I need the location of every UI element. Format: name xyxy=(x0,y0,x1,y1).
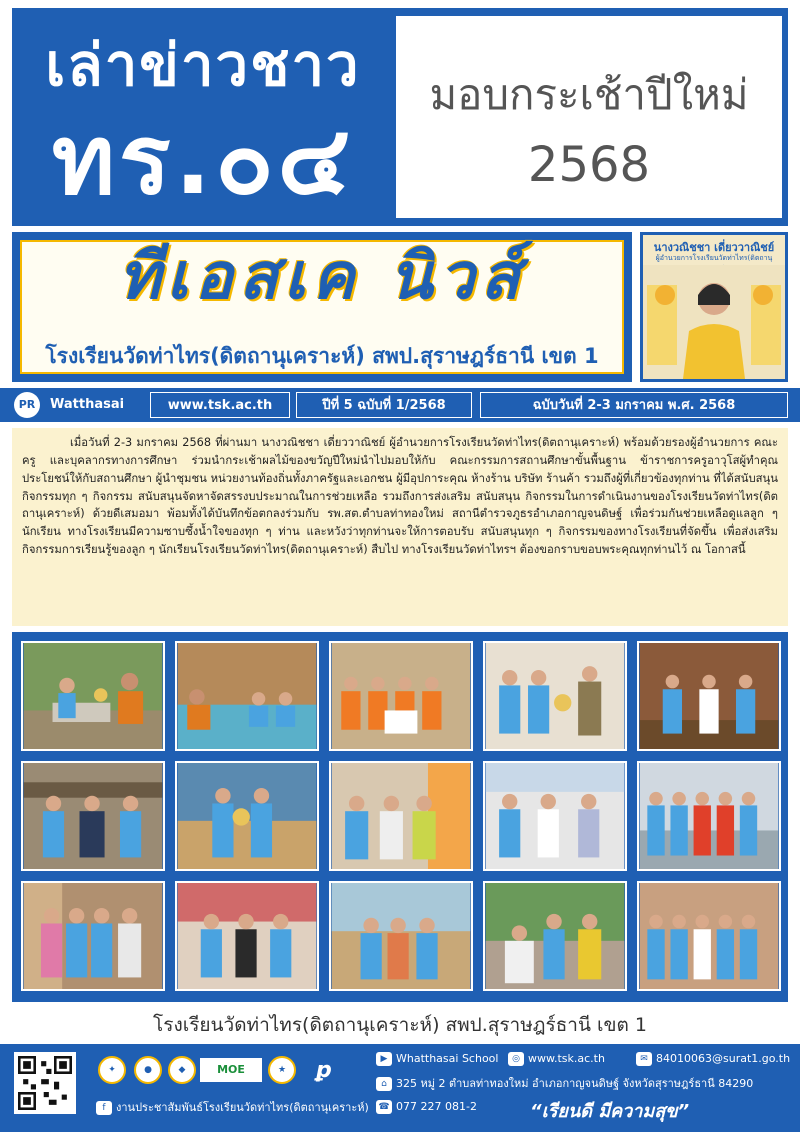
globe-icon: ◎ xyxy=(508,1052,524,1066)
photo-group-office xyxy=(637,881,781,991)
photo-elder-gift xyxy=(483,881,627,991)
photo-market-gift xyxy=(175,761,319,871)
masthead-line1: เล่าข่าวชาว xyxy=(45,31,361,99)
newsletter-title: ทีเอสเค นิวส์ xyxy=(118,240,526,314)
director-panel xyxy=(640,232,788,382)
photo-group-orange xyxy=(329,641,473,751)
newsletter-banner xyxy=(12,232,632,382)
facebook-page-label: Watthasai xyxy=(50,397,125,412)
photo-elder-visit xyxy=(21,761,165,871)
youtube-row xyxy=(376,1052,498,1066)
district-logo-icon: ★ xyxy=(268,1056,296,1084)
photo-clinic-visit xyxy=(483,761,627,871)
phone-icon: ☎ xyxy=(376,1100,392,1114)
website-link[interactable]: www.tsk.ac.th xyxy=(150,392,290,418)
moe-logo: MOE xyxy=(200,1058,262,1082)
email-icon: ✉ xyxy=(636,1052,652,1066)
address-row xyxy=(376,1074,753,1092)
director-role: ผู้อำนวยการโรงเรียนวัดท่าไทร(ดิตถานุ xyxy=(655,254,773,262)
director-name: นางวณิชชา เดี่ยววาณิชย์ xyxy=(653,241,775,254)
headline: มอบกระเช้าปีใหม่ xyxy=(429,70,749,119)
article-text: เมื่อวันที่ 2-3 มกราคม 2568 ที่ผ่านมา นางวณิชชา เดี่ยววาณิชย์ ผู้อำนวยการโรงเรียนวัดท่าไทร(ดิตถานุเคราะห์) พร้อมด้วยรองผู้อำนวยการ คณะครู และบุคลากรทางการศึกษา ร่วมนำกระเช้าผลไม้ของขวัญปีใหม่นำไปมอบให้กับ คณะกรรมการสถานศึกษาขั้นพื้นฐาน ข้าราชการครูอาวุโสผู้ทำคุณประโยชน์ให้กับสถานศึกษา ผู้นำชุมชน หน่วยงานท้องถิ่นทั้งภาครัฐและเอกชน ผู้มีอุปการะคุณ ห้างร้าน บริษัท ร้านค้า รวมถึงผู้ที่เกี่ยวข้องทุกท่าน ที่ได้สนับสนุนกิจกรรมทุก ๆ กิจกรรม สนับสนุนจัดหาจัดสรรงบประมาณในการช่วยเหลือ รวมถึงการส่งเสริม สนับสนุน กิจกรรมในการดำเนินงานของโรงเรียนวัดท่าไทร(ดิตถานุเคราะห์) ด้วยดีเสมอมา พ้อมทั้งได้บันทึกข้อตกลงร่วมกับ รพ.สต.ตำบลท่าทองใหม่ สถานีตำรวจภูธรอำเภอกาญจนดิษฐ์ เพื่อร่วมกันช่วยเหลือดูแลลูก ๆ นักเรียน ทางโรงเรียนมีความซาบซึ้งน้ำใจของทุก ๆ ท่าน และหวังว่าทุกท่านจะให้การตอบรับ สนับสนุนทุก ๆ กิจกรรมของทางโรงเรียนที่จัดขึ้น เพื่อส่งเสริมกิจกรรมการเรียนรู้ของลูก ๆ นักเรียนโรงเรียนวัดท่าไทร(ดิตถานุเคราะห์) สืบไป ทางโรงเรียนวัดท่าไทรฯ ต้องขอกราบขอบพระคุณทุกท่านไว้ ณ โอกาสนี้ xyxy=(22,436,778,557)
home-icon: ⌂ xyxy=(376,1077,392,1091)
school-slogan: “เรียนดี มีความสุข” xyxy=(530,1101,690,1122)
photo-grid xyxy=(12,632,788,1002)
photo-store-front xyxy=(175,881,319,991)
headline-box xyxy=(396,16,782,218)
photo-shop-visit xyxy=(329,761,473,871)
school-name: โรงเรียนวัดท่าไทร(ดิตถานุเคราะห์) สพป.สุราษฎร์ธานี เขต 1 xyxy=(153,1014,647,1036)
phone-row xyxy=(376,1100,477,1114)
address: 325 หมู่ 2 ตำบลท่าทองใหม่ อำเภอกาญจนดิษฐ์ จังหวัดสุราษฎร์ธานี 84290 xyxy=(396,1077,754,1090)
issue-info-bar xyxy=(0,388,800,422)
headline-year: 2568 xyxy=(527,137,651,193)
photo-group-outdoor xyxy=(637,761,781,871)
masthead-column-title xyxy=(12,8,394,226)
director-photo xyxy=(643,265,785,379)
obec-logo-icon: ● xyxy=(134,1056,162,1084)
masthead xyxy=(12,8,788,226)
email-row xyxy=(636,1052,790,1066)
issue-date: ฉบับวันที่ 2-3 มกราคม พ.ศ. 2568 xyxy=(480,392,788,418)
footer xyxy=(0,1044,800,1132)
agency-logo-icon: ◆ xyxy=(168,1056,196,1084)
article-body xyxy=(12,428,788,626)
email[interactable]: 84010063@surat1.go.th xyxy=(656,1052,791,1065)
youtube-icon: ▶ xyxy=(376,1052,392,1066)
youtube-channel[interactable]: Whatthasai School xyxy=(396,1052,499,1065)
qr-code-icon[interactable] xyxy=(14,1052,76,1114)
photo-home-visit xyxy=(21,881,165,991)
photo-office-handover xyxy=(637,641,781,751)
pr-badge: PR xyxy=(14,392,40,418)
photo-grocery-visit xyxy=(329,881,473,991)
photo-temple-ceremony xyxy=(175,641,319,751)
photo-police-visit xyxy=(483,641,627,751)
pk-logo-icon: ꝑ xyxy=(316,1058,332,1083)
web-row xyxy=(508,1052,605,1066)
photo-monk-visit xyxy=(21,641,165,751)
facebook-icon: f xyxy=(96,1101,112,1115)
facebook-page-name[interactable]: งานประชาสัมพันธ์โรงเรียนวัดท่าไทร(ดิตถานุเคราะห์) xyxy=(116,1101,369,1114)
phone[interactable]: 077 227 081-2 xyxy=(396,1100,477,1113)
school-emblem-icon: ✦ xyxy=(98,1056,126,1084)
issue-number: ปีที่ 5 ฉบับที่ 1/2568 xyxy=(296,392,472,418)
masthead-line2: ทร.๐๔ xyxy=(51,104,355,216)
facebook-row xyxy=(96,1098,369,1116)
website[interactable]: www.tsk.ac.th xyxy=(528,1052,605,1065)
newsletter-subtitle: โรงเรียนวัดท่าไทร(ดิตถานุเคราะห์) สพป.สุราษฎร์ธานี เขต 1 xyxy=(45,344,599,368)
